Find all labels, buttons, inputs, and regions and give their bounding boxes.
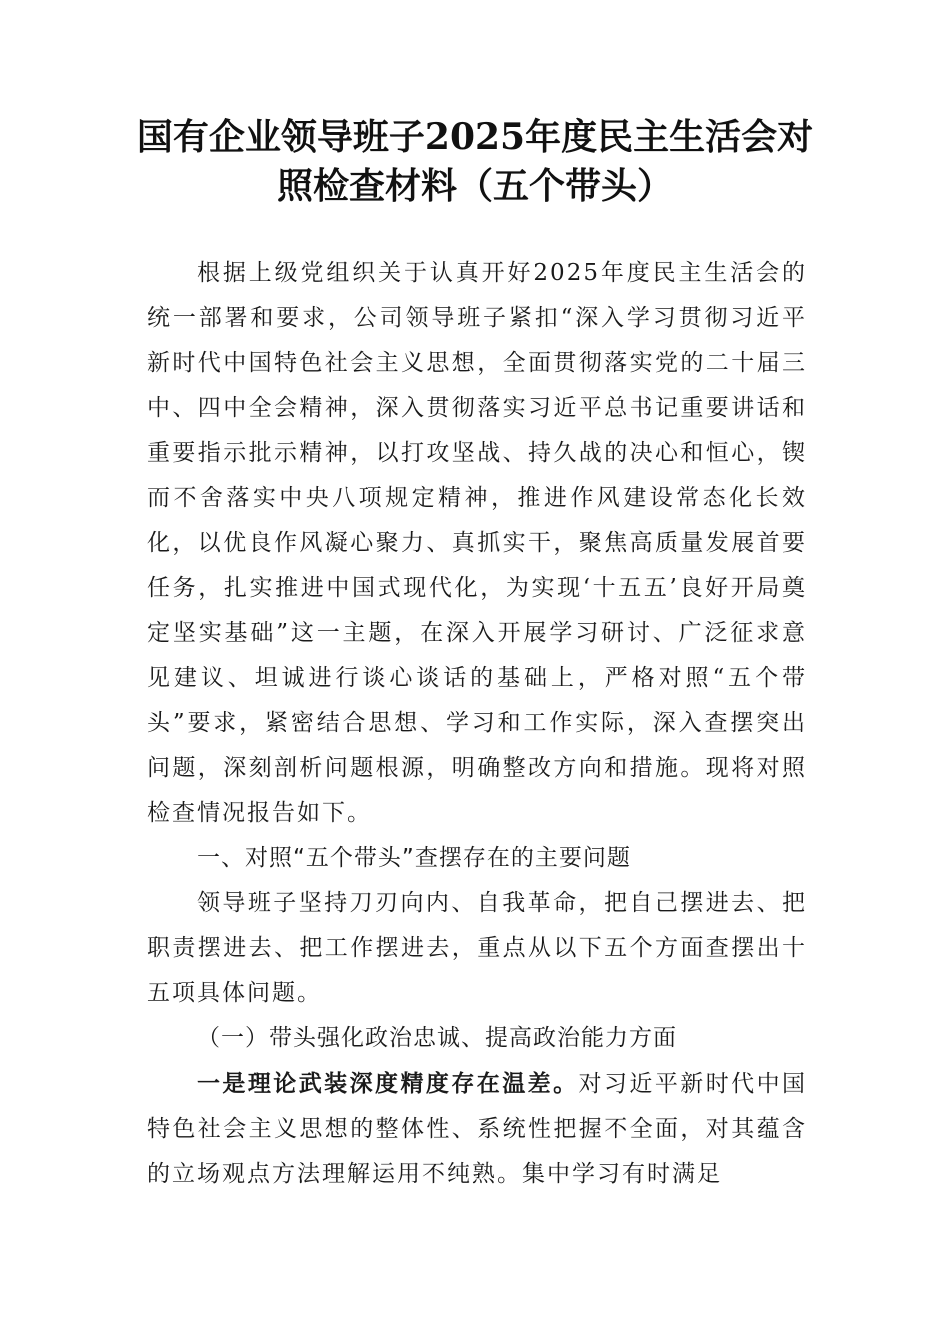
point-paragraph bbox=[147, 1061, 807, 1197]
point-text: 对习近平新时代中国特色社会主义思想的整体性、系统性把握不全面，对其蕴含的立场观点方法理解运用不纯熟。集中学习有时满足 bbox=[147, 1071, 808, 1187]
point-lead: 一是理论武装深度精度存在温差。 bbox=[197, 1070, 579, 1097]
document-body bbox=[147, 251, 807, 1197]
section-heading: 一、对照“五个带头”查摆存在的主要问题 bbox=[197, 845, 631, 871]
section-paragraph: 领导班子坚持刀刃向内、自我革命，把自己摆进去、把职责摆进去、把工作摆进去，重点从以下五个方面查摆出十五项具体问题。 bbox=[147, 890, 807, 1006]
intro-paragraph: 根据上级党组织关于认真开好2025年度民主生活会的统一部署和要求，公司领导班子紧扣“深入学习贯彻习近平新时代中国特色社会主义思想，全面贯彻落实党的二十届三中、四中全会精神，深入贯彻落实习近平总书记重要讲话和重要指示批示精神，以打攻坚战、持久战的决心和恒心，锲而不舍落实中央八项规定精神，推进作风建设常态化长效化，以优良作风凝心聚力、真抓实干，聚焦高质量发展首要任务，扎实推进中国式现代化，为实现‘十五五’良好开局奠定坚实基础”这一主题，在深入开展学习研讨、广泛征求意见建议、坦诚进行谈心谈话的基础上，严格对照“五个带头”要求，紧密结合思想、学习和工作实际，深入查摆突出问题，深刻剖析问题根源，明确整改方向和措施。现将对照检查情况报告如下。 bbox=[147, 260, 807, 826]
subsection-heading: （一）带头强化政治忠诚、提高政治能力方面 bbox=[197, 1025, 677, 1051]
title-line-1: 国有企业领导班子2025年度民主生活会对 bbox=[136, 116, 814, 158]
title-line-2: 照检查材料（五个带头） bbox=[276, 165, 673, 207]
document-title bbox=[120, 113, 830, 211]
